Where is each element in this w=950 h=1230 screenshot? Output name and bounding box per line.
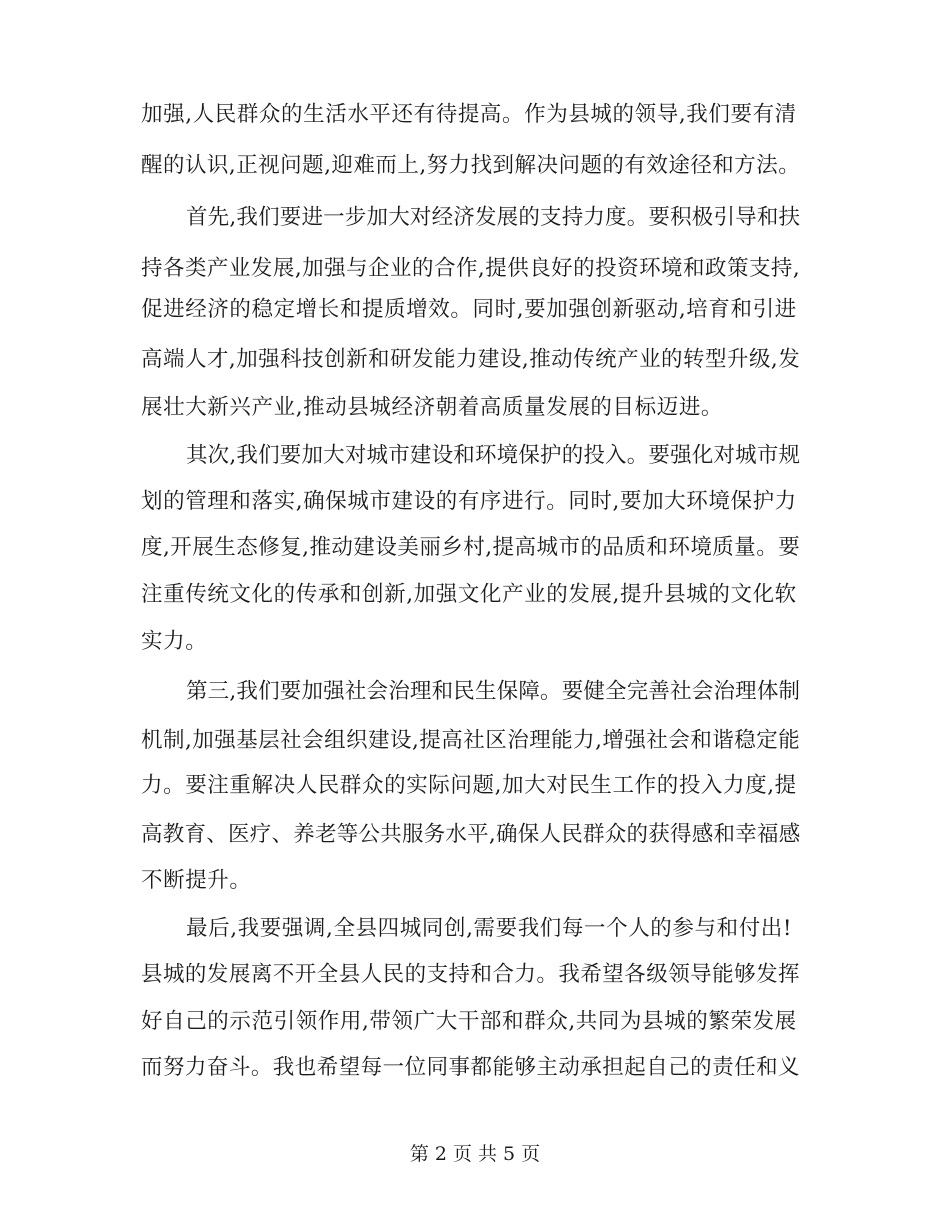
text-line: 不断提升。 <box>141 868 252 893</box>
text-line: 实力。 <box>141 629 208 654</box>
paragraph-first-line: 第三,我们要加强社会治理和民生保障。要健全完善社会治理体制 <box>186 679 801 704</box>
text-line: 高端人才,加强科技创新和研发能力建设,推动传统产业的转型升级,发 <box>141 347 801 372</box>
text-line: 高教育、医疗、养老等公共服务水平,确保人民群众的获得感和幸福感 <box>141 822 801 847</box>
text-line: 醒的认识,正视问题,迎难而上,努力找到解决问题的有效途径和方法。 <box>141 153 801 178</box>
text-line: 力。要注重解决人民群众的实际问题,加大对民生工作的投入力度,提 <box>141 773 797 798</box>
text-line: 而努力奋斗。我也希望每一位同事都能够主动承担起自己的责任和义 <box>141 1055 801 1080</box>
page-number-footer: 第 2 页 共 5 页 <box>409 1143 541 1165</box>
text-line: 加强,人民群众的生活水平还有待提高。作为县城的领导,我们要有清 <box>141 102 797 127</box>
paragraph-first-line: 其次,我们要加大对城市建设和环境保护的投入。要强化对城市规 <box>186 443 801 468</box>
text-line: 展壮大新兴产业,推动县城经济朝着高质量发展的目标迈进。 <box>141 395 724 420</box>
text-line: 促进经济的稳定增长和提质增效。同时,要加强创新驱动,培育和引进 <box>141 297 797 322</box>
text-line: 县城的发展离不开全县人民的支持和合力。我希望各级领导能够发挥 <box>141 962 801 987</box>
text-line: 度,开展生态修复,推动建设美丽乡村,提高城市的品质和环境质量。要 <box>141 535 801 560</box>
paragraph-first-line: 最后,我要强调,全县四城同创,需要我们每一个人的参与和付出! <box>186 916 793 941</box>
text-line: 划的管理和落实,确保城市建设的有序进行。同时,要加大环境保护力 <box>141 489 797 514</box>
text-line: 机制,加强基层社会组织建设,提高社区治理能力,增强社会和谐稳定能 <box>141 728 801 753</box>
paragraph-first-line: 首先,我们要进一步加大对经济发展的支持力度。要积极引导和扶 <box>186 205 801 230</box>
text-line: 持各类产业发展,加强与企业的合作,提供良好的投资环境和政策支持, <box>141 256 801 281</box>
text-line: 好自己的示范引领作用,带领广大干部和群众,共同为县城的繁荣发展 <box>141 1009 797 1034</box>
text-line: 注重传统文化的传承和创新,加强文化产业的发展,提升县城的文化软 <box>141 582 797 607</box>
